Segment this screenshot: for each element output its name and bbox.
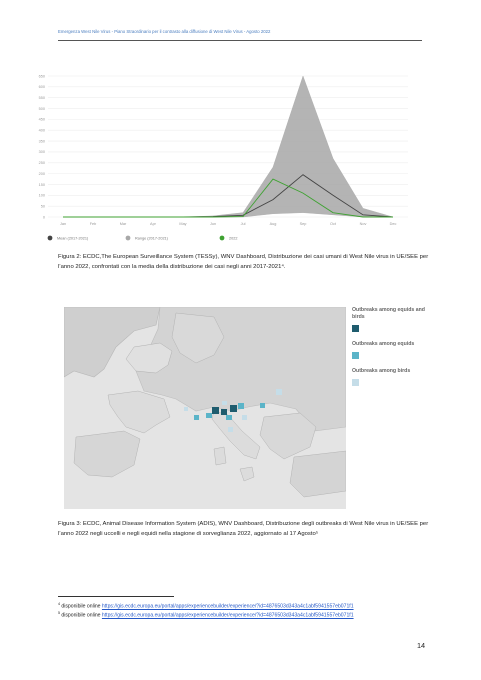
- x-tick-label: Apr: [150, 222, 156, 226]
- outbreak-map: [64, 307, 346, 509]
- x-tick-label: Oct: [330, 222, 336, 226]
- y-tick-label: 500: [38, 106, 45, 111]
- y-tick-label: 50: [40, 204, 45, 209]
- legend-swatch: [352, 352, 359, 359]
- x-tick-label: Jun: [209, 222, 217, 226]
- legend-item-birds: [352, 368, 432, 386]
- footnote-number: 5: [58, 611, 60, 615]
- footnote-text: disponibile online: [61, 603, 102, 610]
- y-tick-label: 150: [38, 182, 45, 187]
- legend-marker: [220, 236, 225, 241]
- x-tick-label: Jan: [59, 222, 67, 226]
- x-tick-label: Dec: [389, 222, 397, 226]
- y-tick-label: 200: [38, 171, 45, 176]
- x-tick-label: Aug: [269, 222, 277, 226]
- header-rule: [58, 40, 422, 41]
- x-tick-label: Nov: [359, 222, 367, 226]
- legend-item-equids: [352, 341, 432, 359]
- y-tick-label: 600: [38, 85, 45, 90]
- legend-marker: [126, 236, 131, 241]
- legend-marker: [48, 236, 53, 241]
- footnote-number: 4: [58, 602, 60, 606]
- x-tick-label: Feb: [89, 222, 97, 226]
- legend-label: Outbreaks among birds: [352, 368, 411, 374]
- y-tick-label: 300: [38, 150, 45, 155]
- footnote-link[interactable]: https://gis.ecdc.europa.eu/portal/apps/experiencebuilder/experience/?id=4876503d343a4c1abf5941557eb071f1: [101, 603, 354, 610]
- footnote-5: [58, 611, 354, 619]
- x-tick-label: Mar: [119, 222, 127, 226]
- europe-map-graphic: [64, 307, 346, 509]
- footnote-4: [58, 602, 354, 610]
- x-tick-label: Jul: [240, 222, 246, 226]
- page-number: 14: [417, 641, 426, 650]
- legend-label: 2022: [229, 236, 238, 241]
- legend-swatch: [352, 379, 359, 386]
- figure-2-caption: Figura 2: ECDC,The European Surveillance System (TESSy), WNV Dashboard, Distribuzione dei casi umani di West Nile virus in UE/SEE per l’anno 2022, confrontati con la media della distribuzione dei casi negli anni 2017-2021⁴.: [58, 254, 429, 270]
- y-tick-label: 250: [38, 161, 45, 166]
- y-tick-label: 100: [38, 193, 45, 198]
- x-tick-label: Sep: [299, 222, 307, 226]
- y-tick-label: 650: [38, 74, 45, 79]
- x-tick-label: May: [179, 222, 187, 226]
- y-tick-label: 550: [38, 95, 45, 100]
- footnote-text: disponibile online: [61, 612, 102, 619]
- legend-label: Mean (2017-2021): [57, 236, 89, 241]
- legend-label: Outbreaks among equids: [352, 341, 415, 347]
- footnote-rule: [58, 596, 174, 597]
- figure-3-caption: Figura 3: ECDC, Animal Disease Information System (ADIS), WNV Dashboard, Distribuzione degli outbreaks di West Nile virus in UE/SEE per l’anno 2022 negli uccelli e negli equidi nella stagione di sorveglianza 2022, aggiornato al 17 Agosto⁵: [58, 521, 429, 537]
- legend-item-equids-and-birds: [352, 307, 432, 332]
- running-header: Emergenza West Nile Virus - Piano Straordinario per il contrasto alla diffusione di West Nile Virus - Agosto 2022: [58, 29, 271, 34]
- legend-label: Outbreaks among equids and birds: [352, 307, 425, 320]
- y-tick-label: 400: [38, 128, 45, 133]
- y-tick-label: 450: [38, 117, 45, 122]
- range-area: [63, 76, 393, 217]
- map-legend: [352, 307, 432, 395]
- cases-chart: [36, 68, 416, 243]
- footnote-link[interactable]: https://gis.ecdc.europa.eu/portal/apps/experiencebuilder/experience/?id=4876503d343a4c1abf5941557eb071f1: [101, 612, 354, 619]
- legend-label: Range (2017-2021): [135, 236, 168, 241]
- y-tick-label: 0: [42, 215, 45, 220]
- y-tick-label: 350: [38, 139, 45, 144]
- legend-swatch: [352, 325, 359, 332]
